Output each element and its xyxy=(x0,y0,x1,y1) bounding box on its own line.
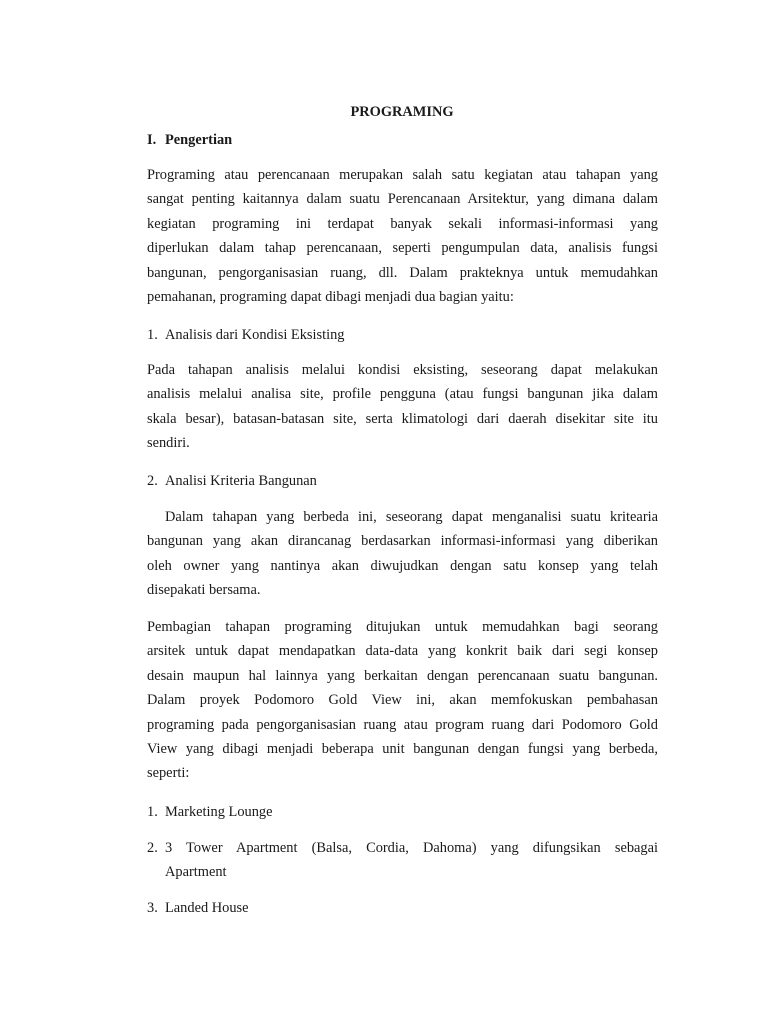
paragraph-line: arsitek untuk dapat mendapatkan data-data yang konkrit baik dari segi konsep xyxy=(147,643,658,660)
existing-analysis-paragraph xyxy=(147,358,658,456)
section-number: I. xyxy=(147,132,157,148)
paragraph-line: disepakati bersama. xyxy=(147,582,261,599)
list-item-tower-apartment xyxy=(147,836,658,884)
list-label: Analisis dari Kondisi Eksisting xyxy=(165,327,345,343)
paragraph-line: seperti: xyxy=(147,765,190,782)
list-item-analysis-existing xyxy=(147,323,344,347)
paragraph-line: bangunan, pengorganisasian ruang, dll. Dalam prakteknya untuk memudahkan xyxy=(147,264,658,281)
intro-paragraph xyxy=(147,163,658,309)
paragraph-line: bangunan yang akan dirancanag berdasarkan informasi-informasi yang diberikan xyxy=(147,533,658,550)
section-heading xyxy=(147,130,232,150)
paragraph-line: analisis melalui analisa site, profile pengguna (atau fungsi bangunan jika dalam xyxy=(147,386,658,403)
list-label: 3 Tower Apartment (Balsa, Cordia, Dahoma) yang difungsikan sebagai xyxy=(165,840,658,856)
paragraph-line: diperlukan dalam tahap perencanaan, seperti pengumpulan data, analisis fungsi xyxy=(147,240,658,257)
paragraph-line: desain maupun hal lainnya yang berkaitan dengan perencanaan suatu bangunan. xyxy=(147,667,658,684)
page-title: PROGRAMING xyxy=(350,104,454,120)
paragraph-line: Pembagian tahapan programing ditujukan untuk memudahkan bagi seorang xyxy=(147,619,658,635)
list-item-landed-house xyxy=(147,896,249,920)
paragraph-line: View yang dibagi menjadi beberapa unit bangunan dengan fungsi yang berbeda, xyxy=(147,740,658,757)
list-number: 2. xyxy=(147,473,158,489)
division-paragraph xyxy=(147,615,658,786)
list-item-building-criteria xyxy=(147,469,317,493)
paragraph-line: programing pada pengorganisasian ruang atau program ruang dari Podomoro Gold xyxy=(147,716,658,733)
list-label: Marketing Lounge xyxy=(165,804,273,820)
paragraph-line: Dalam proyek Podomoro Gold View ini, akan memfokuskan pembahasan xyxy=(147,692,658,709)
list-number: 2. xyxy=(147,840,158,856)
list-number: 1. xyxy=(147,804,158,820)
list-label: Landed House xyxy=(165,900,249,916)
paragraph-line: Pada tahapan analisis melalui kondisi eksisting, seseorang dapat melakukan xyxy=(147,362,658,378)
paragraph-line: Dalam tahapan yang berbeda ini, seseorang dapat menganalisi suatu kritearia xyxy=(165,509,658,525)
paragraph-line: Programing atau perencanaan merupakan salah satu kegiatan atau tahapan yang xyxy=(147,167,658,183)
list-number: 3. xyxy=(147,900,158,916)
building-criteria-paragraph xyxy=(147,505,658,603)
paragraph-line: kegiatan programing ini terdapat banyak sekali informasi-informasi yang xyxy=(147,215,658,232)
list-item-marketing-lounge xyxy=(147,800,273,824)
list-line xyxy=(147,836,658,860)
section-label: Pengertian xyxy=(165,132,233,148)
paragraph-line: sendiri. xyxy=(147,435,190,452)
list-line: Apartment xyxy=(165,864,227,880)
paragraph-line: skala besar), batasan-batasan site, serta klimatologi dari daerah disekitar site itu xyxy=(147,410,658,427)
paragraph-line: sangat penting kaitannya dalam suatu Perencanaan Arsitektur, yang dimana dalam xyxy=(147,191,658,208)
paragraph-line: pemahanan, programing dapat dibagi menjadi dua bagian yaitu: xyxy=(147,288,514,305)
list-number: 1. xyxy=(147,327,158,343)
paragraph-line: oleh owner yang nantinya akan diwujudkan dengan satu konsep yang telah xyxy=(147,557,658,574)
list-label: Analisi Kriteria Bangunan xyxy=(165,473,317,489)
